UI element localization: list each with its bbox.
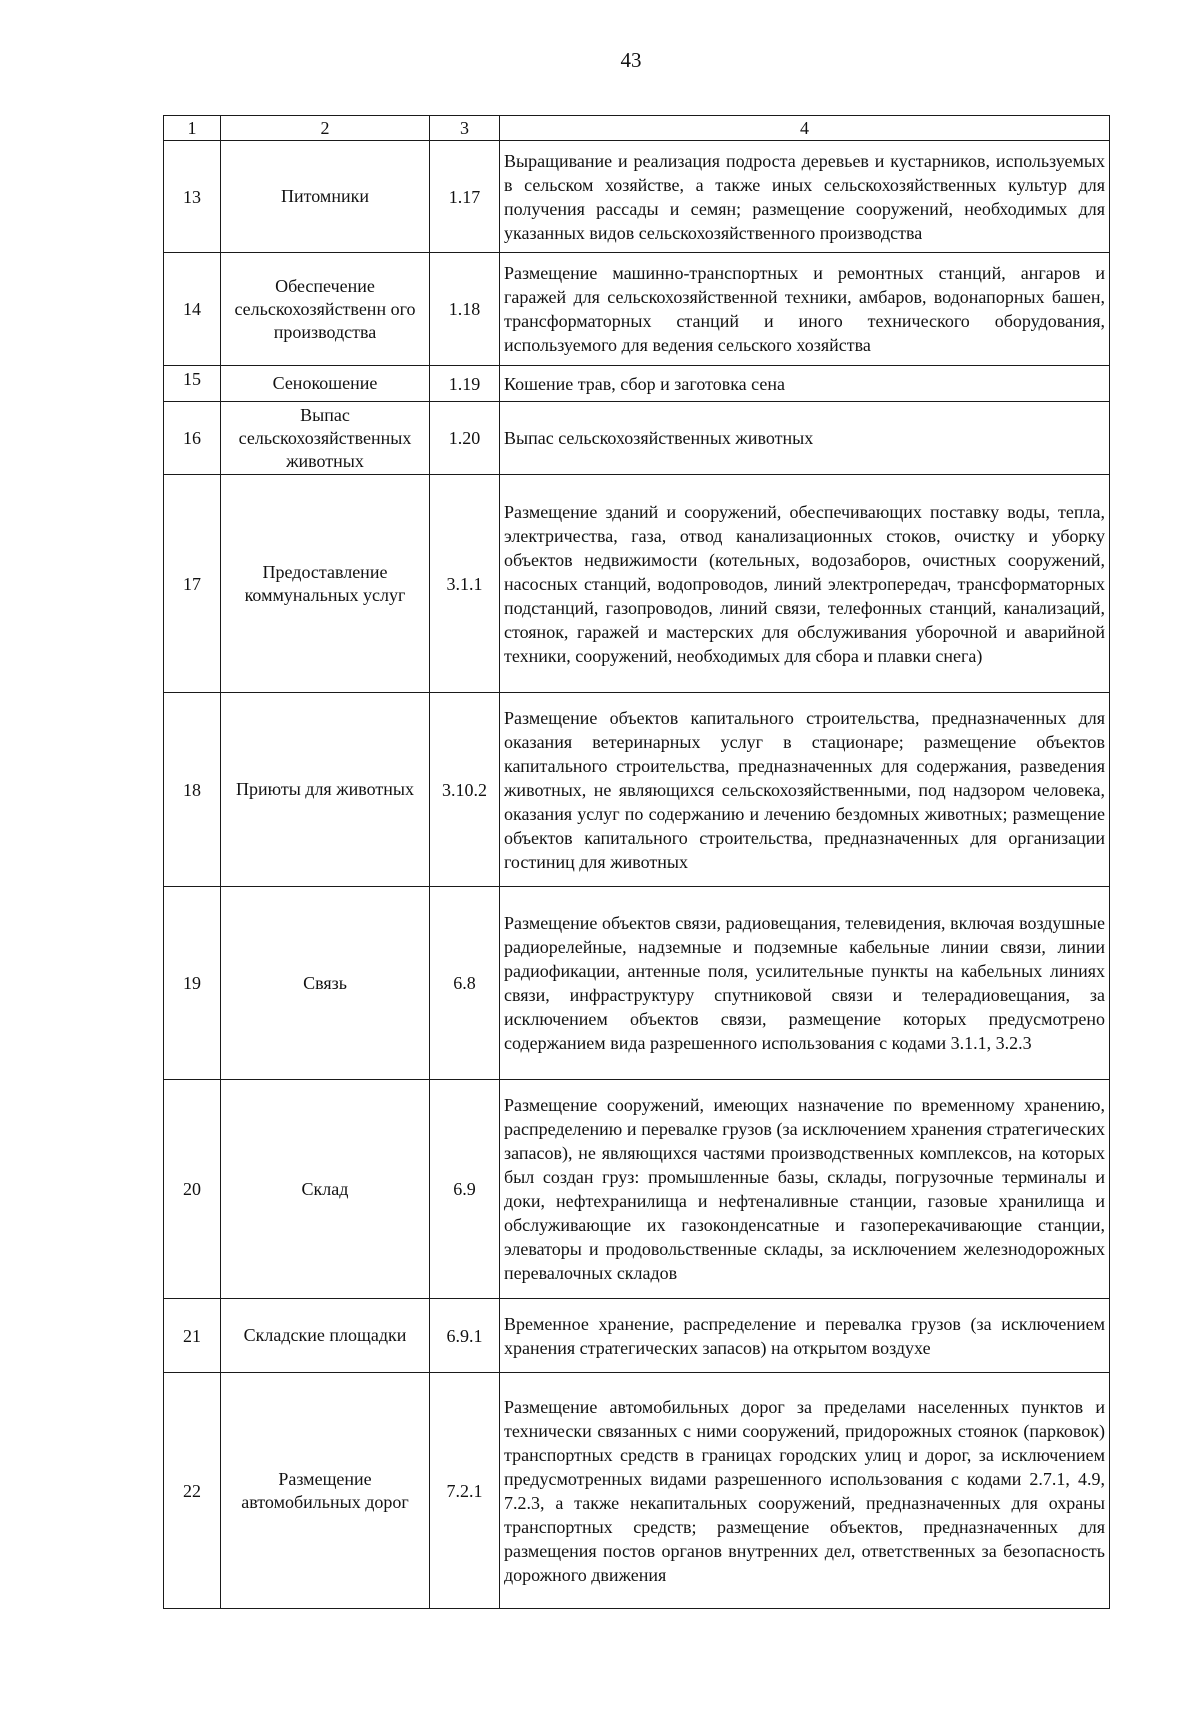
header-cell-4: 4 (500, 116, 1110, 141)
use-type-code: 7.2.1 (430, 1373, 500, 1609)
use-type-description: Размещение автомобильных дорог за пределами населенных пунктов и технически связанных с ними сооружений, придорожных стоянок (парковок) транспортных средств в границах городских улиц и дорог, за исключением предусмотренных видами разрешенного использования с кодами 2.7.1, 4.9, 7.2.3, а также некапитальных сооружений, предназначенных для охраны транспортных средств; размещение объектов, предназначенных для размещения постов органов внутренних дел, ответственных за безопасность дорожного движения (500, 1373, 1110, 1609)
header-cell-3: 3 (430, 116, 500, 141)
table-row (164, 1373, 1110, 1609)
row-number: 17 (164, 475, 221, 693)
use-type-code: 6.8 (430, 887, 500, 1080)
header-cell-1: 1 (164, 116, 221, 141)
use-type-name: Складские площадки (221, 1299, 430, 1373)
use-type-description: Временное хранение, распределение и перевалка грузов (за исключением хранения стратегических запасов) на открытом воздухе (500, 1299, 1110, 1373)
table-row (164, 366, 1110, 402)
table-row (164, 402, 1110, 475)
table-header-row (164, 116, 1110, 141)
use-type-code: 3.1.1 (430, 475, 500, 693)
use-type-code: 1.17 (430, 141, 500, 253)
table-row (164, 141, 1110, 253)
use-type-code: 6.9.1 (430, 1299, 500, 1373)
use-type-description: Размещение машинно-транспортных и ремонтных станций, ангаров и гаражей для сельскохозяйственной техники, амбаров, водонапорных башен, трансформаторных станций и иного технического оборудования, используемого для ведения сельского хозяйства (500, 253, 1110, 366)
header-cell-2: 2 (221, 116, 430, 141)
table-row (164, 693, 1110, 887)
use-type-name: Приюты для животных (221, 693, 430, 887)
use-type-code: 1.18 (430, 253, 500, 366)
table-row (164, 475, 1110, 693)
row-number: 16 (164, 402, 221, 475)
use-type-name: Обеспечение сельскохозяйственн ого производства (221, 253, 430, 366)
use-type-code: 6.9 (430, 1080, 500, 1299)
row-number: 13 (164, 141, 221, 253)
page-number: 43 (620, 48, 642, 72)
use-type-name: Предоставление коммунальных услуг (221, 475, 430, 693)
use-type-name: Связь (221, 887, 430, 1080)
use-type-name: Питомники (221, 141, 430, 253)
row-number: 19 (164, 887, 221, 1080)
use-type-code: 1.20 (430, 402, 500, 475)
table-row (164, 887, 1110, 1080)
land-use-table (163, 115, 1110, 1609)
row-number: 18 (164, 693, 221, 887)
use-type-description: Выпас сельскохозяйственных животных (500, 402, 1110, 475)
use-type-description: Размещение зданий и сооружений, обеспечивающих поставку воды, тепла, электричества, газа, отвод канализационных стоков, очистку и уборку объектов недвижимости (котельных, водозаборов, очистных сооружений, насосных станций, водопроводов, линий электропередач, трансформаторных подстанций, газопроводов, линий связи, телефонных станций, канализаций, стоянок, гаражей и мастерских для обслуживания уборочной и аварийной техники, сооружений, необходимых для сбора и плавки снега) (500, 475, 1110, 693)
table-row (164, 1080, 1110, 1299)
use-type-description: Кошение трав, сбор и заготовка сена (500, 366, 1110, 402)
use-type-name: Склад (221, 1080, 430, 1299)
use-type-description: Размещение объектов связи, радиовещания, телевидения, включая воздушные радиорелейные, надземные и подземные кабельные линии связи, линии радиофикации, антенные поля, усилительные пункты на кабельных линиях связи, инфраструктуру спутниковой связи и телерадиовещания, за исключением объектов связи, размещение которых предусмотрено содержанием вида разрешенного использования с кодами 3.1.1, 3.2.3 (500, 887, 1110, 1080)
use-type-code: 1.19 (430, 366, 500, 402)
use-type-description: Размещение объектов капитального строительства, предназначенных для оказания ветеринарных услуг в стационаре; размещение объектов капитального строительства, предназначенных для содержания, разведения животных, не являющихся сельскохозяйственными, под надзором человека, оказания услуг по содержанию и лечению бездомных животных; размещение объектов капитального строительства, предназначенных для организации гостиниц для животных (500, 693, 1110, 887)
use-type-name: Размещение автомобильных дорог (221, 1373, 430, 1609)
use-type-name: Сенокошение (221, 366, 430, 402)
use-type-description: Выращивание и реализация подроста деревьев и кустарников, используемых в сельском хозяйстве, а также иных сельскохозяйственных культур для получения рассады и семян; размещение сооружений, необходимых для указанных видов сельскохозяйственного производства (500, 141, 1110, 253)
row-number: 15 (164, 366, 221, 402)
table-row (164, 253, 1110, 366)
row-number: 20 (164, 1080, 221, 1299)
use-type-code: 3.10.2 (430, 693, 500, 887)
row-number: 14 (164, 253, 221, 366)
use-type-description: Размещение сооружений, имеющих назначение по временному хранению, распределению и перевалке грузов (за исключением хранения стратегических запасов), не являющихся частями производственных комплексов, на которых был создан груз: промышленные базы, склады, погрузочные терминалы и доки, нефтехранилища и нефтеналивные станции, газовые хранилища и обслуживающие их газоконденсатные и газоперекачивающие станции, элеваторы и продовольственные склады, за исключением железнодорожных перевалочных складов (500, 1080, 1110, 1299)
row-number: 21 (164, 1299, 221, 1373)
use-type-name: Выпас сельскохозяйственных животных (221, 402, 430, 475)
table-row (164, 1299, 1110, 1373)
row-number: 22 (164, 1373, 221, 1609)
